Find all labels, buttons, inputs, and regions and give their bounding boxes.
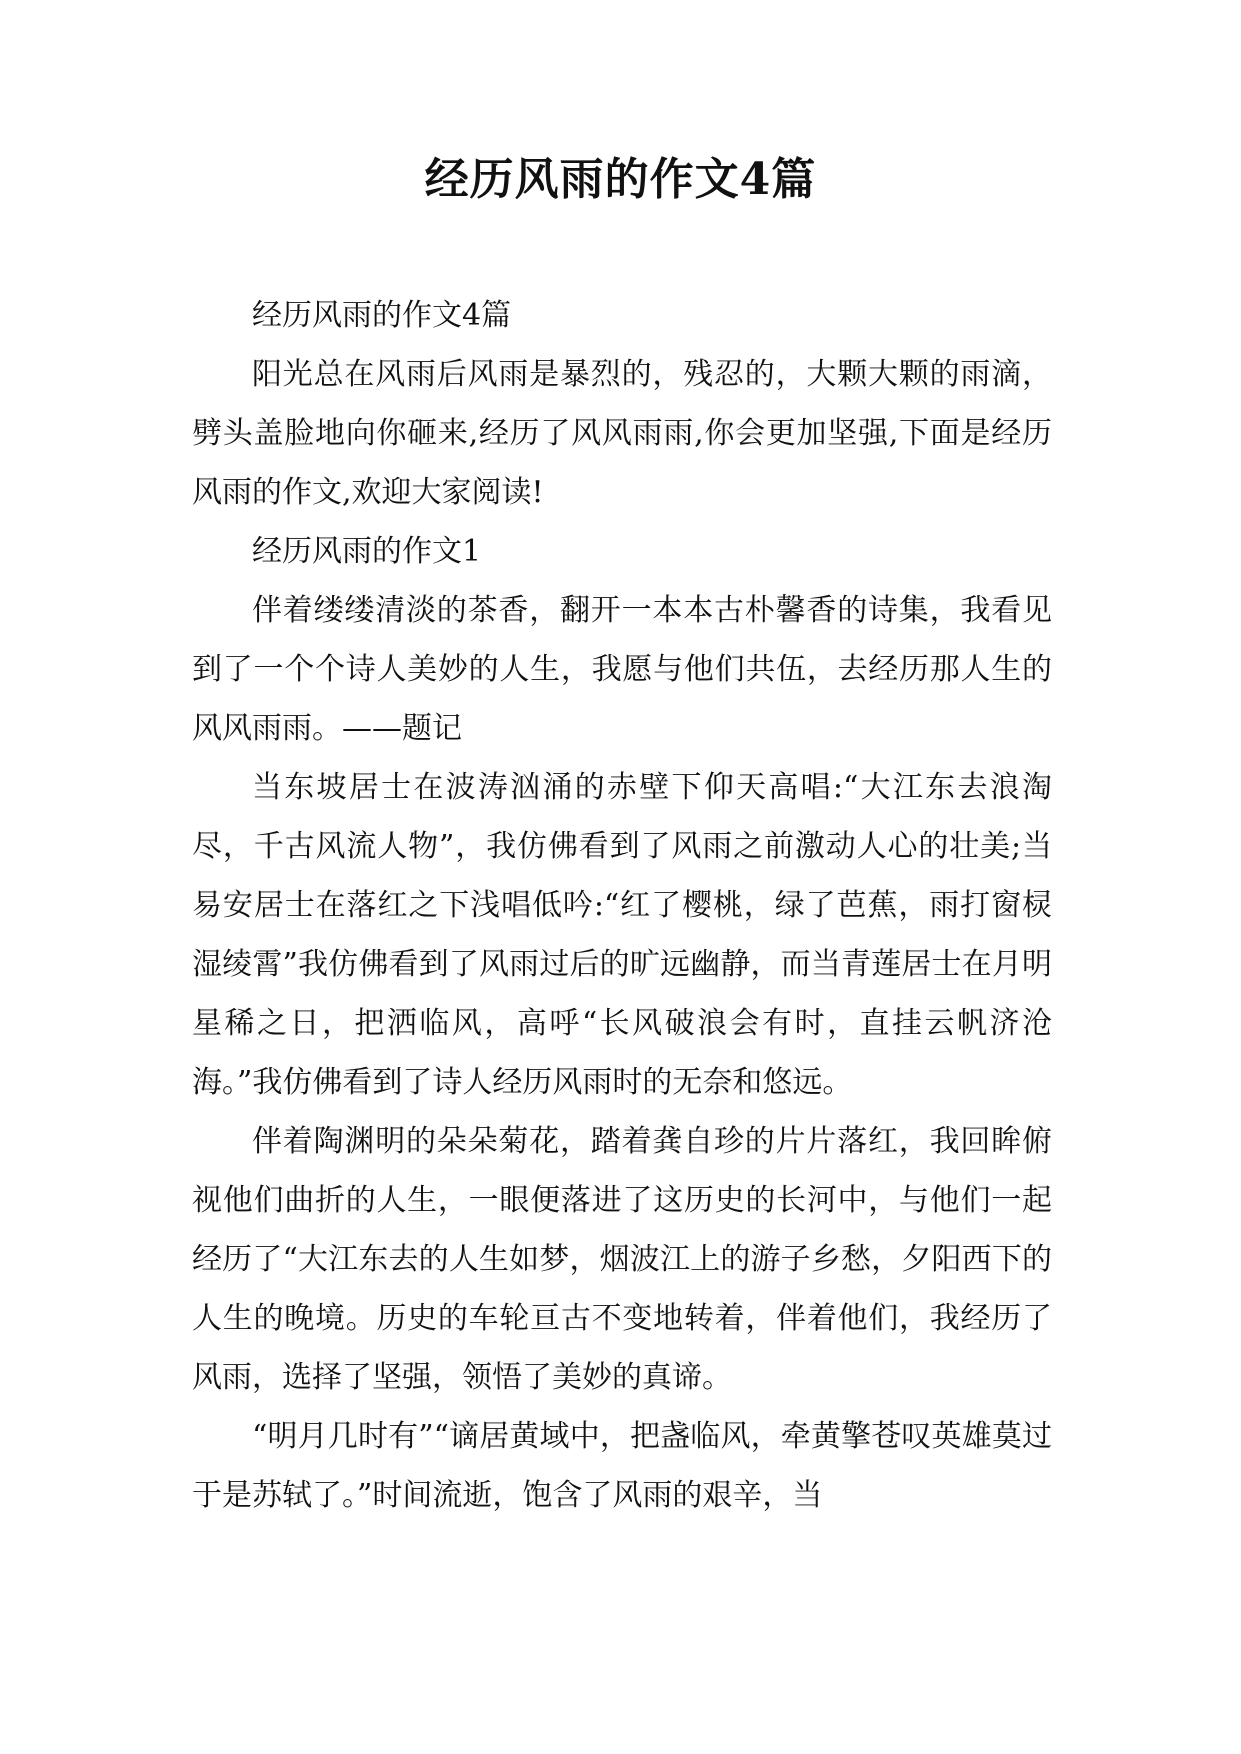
paragraph-heading: 经历风雨的作文4篇: [252, 298, 512, 333]
document-title: 经历风雨的作文4篇: [424, 154, 817, 205]
paragraph: “明月几时有”“谪居黄域中，把盏临风，牵黄擎苍叹英雄莫过于是苏轼了。”时间流逝，饱含了风雨的艰辛，当: [192, 1419, 1052, 1513]
paragraph: 伴着陶渊明的朵朵菊花，踏着龚自珍的片片落红，我回眸俯视他们曲折的人生，一眼便落进了这历史的长河中，与他们一起经历了“大江东去的人生如梦，烟波江上的游子乡愁，夕阳西下的人生的晚境。历史的车轮亘古不变地转着，伴着他们，我经历了风雨，选择了坚强，领悟了美妙的真谛。: [192, 1124, 1052, 1395]
paragraph: 当东坡居士在波涛汹涌的赤壁下仰天高唱:“大江东去浪淘尽，千古风流人物”，我仿佛看到了风雨之前激动人心的壮美;当易安居士在落红之下浅唱低吟:“红了樱桃，绿了芭蕉，雨打窗棂湿绫霄”我仿佛看到了风雨过后的旷远幽静，而当青莲居士在月明星稀之日，把洒临风，高呼“长风破浪会有时，直挂云帆济沧海。”我仿佛看到了诗人经历风雨时的无奈和悠远。: [192, 770, 1052, 1100]
document-body: [192, 286, 1052, 1525]
paragraph-intro: 阳光总在风雨后风雨是暴烈的，残忍的，大颗大颗的雨滴，劈头盖脸地向你砸来,经历了风风雨雨,你会更加坚强,下面是经历风雨的作文,欢迎大家阅读!: [192, 357, 1052, 510]
paragraph: 伴着缕缕清淡的茶香，翻开一本本古朴馨香的诗集，我看见到了一个个诗人美妙的人生，我愿与他们共伍，去经历那人生的风风雨雨。——题记: [192, 593, 1052, 746]
paragraph-essay-heading: 经历风雨的作文1: [252, 534, 482, 569]
